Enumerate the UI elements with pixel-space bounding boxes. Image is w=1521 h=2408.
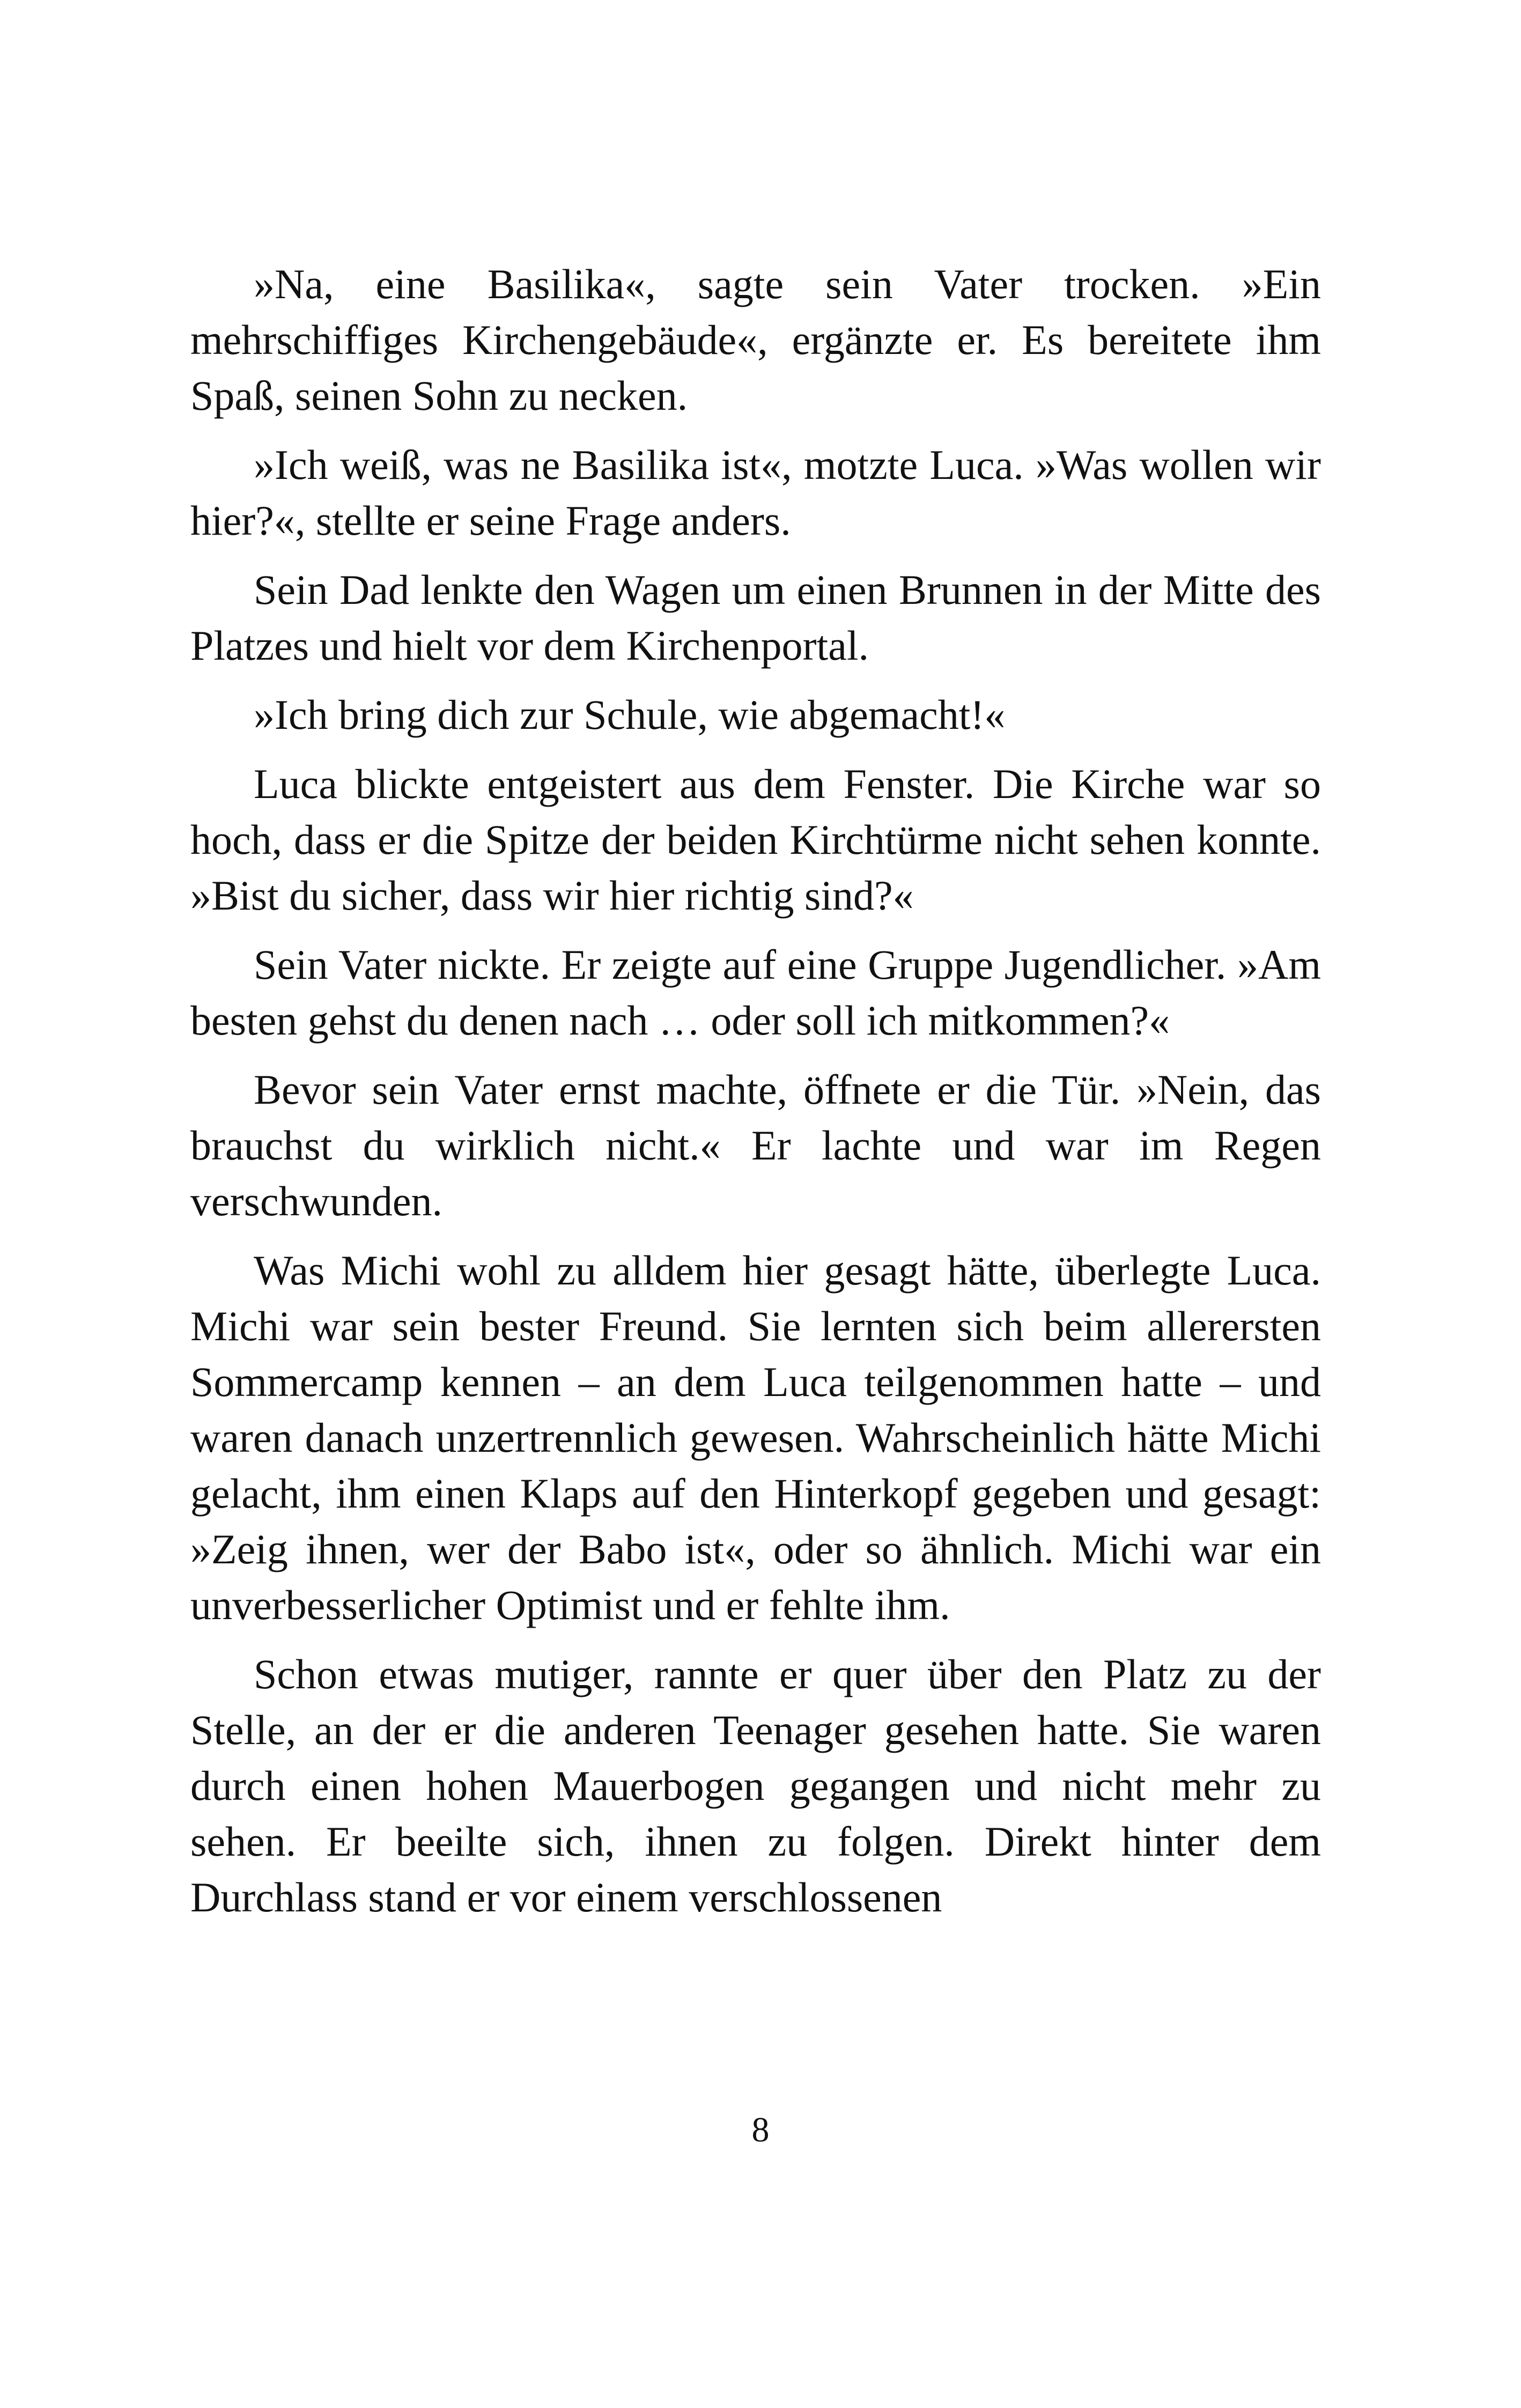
paragraph-8: Was Michi wohl zu alldem hier gesagt hätte, überlegte Luca. Michi war sein bester Freund. Sie lernten sich beim allerersten Sommercamp kennen – an dem Luca teilgenommen hatte – und waren danach unzertrennlich gewesen. Wahrscheinlich hätte Michi gelacht, ihm einen Klaps auf den Hinterkopf gegeben und gesagt: »Zeig ihnen, wer der Babo ist«, oder so ähnlich. Michi war ein unverbesserlicher Optimist und er fehlte ihm. — [190, 1247, 1321, 1628]
paragraph-9: Schon etwas mutiger, rannte er quer über den Platz zu der Stelle, an der er die anderen Teenager gesehen hatte. Sie waren durch einen hohen Mauerbogen gegangen und nicht mehr zu sehen. Er beeilte sich, ihnen zu folgen. Direkt hinter dem Durchlass stand er vor einem verschlossenen — [190, 1651, 1321, 1921]
paragraph-4: »Ich bring dich zur Schule, wie abgemacht!« — [254, 691, 1006, 738]
paragraph-5: Luca blickte entgeistert aus dem Fenster. Die Kirche war so hoch, dass er die Spitze der beiden Kirchtürme nicht sehen konnte. »Bist du sicher, dass wir hier richtig sind?« — [190, 760, 1321, 919]
paragraph-1: »Na, eine Basilika«, sagte sein Vater trocken. »Ein mehrschiffiges Kirchengebäude«, ergänzte er. Es bereitete ihm Spaß, seinen Sohn zu necken. — [190, 261, 1321, 419]
paragraph-7: Bevor sein Vater ernst machte, öffnete er die Tür. »Nein, das brauchst du wirklich nicht.« Er lachte und war im Regen verschwunden. — [190, 1066, 1321, 1224]
paragraph-2: »Ich weiß, was ne Basilika ist«, motzte Luca. »Was wollen wir hier?«, stellte er seine Frage anders. — [190, 441, 1321, 544]
paragraph-3: Sein Dad lenkte den Wagen um einen Brunnen in der Mitte des Platzes und hielt vor dem Kirchenportal. — [190, 566, 1321, 669]
page-number: 8 — [751, 2110, 770, 2150]
paragraph-6: Sein Vater nickte. Er zeigte auf eine Gruppe Jugendlicher. »Am besten gehst du denen nach … oder soll ich mitkommen?« — [190, 941, 1321, 1044]
body-text — [190, 256, 1321, 1939]
